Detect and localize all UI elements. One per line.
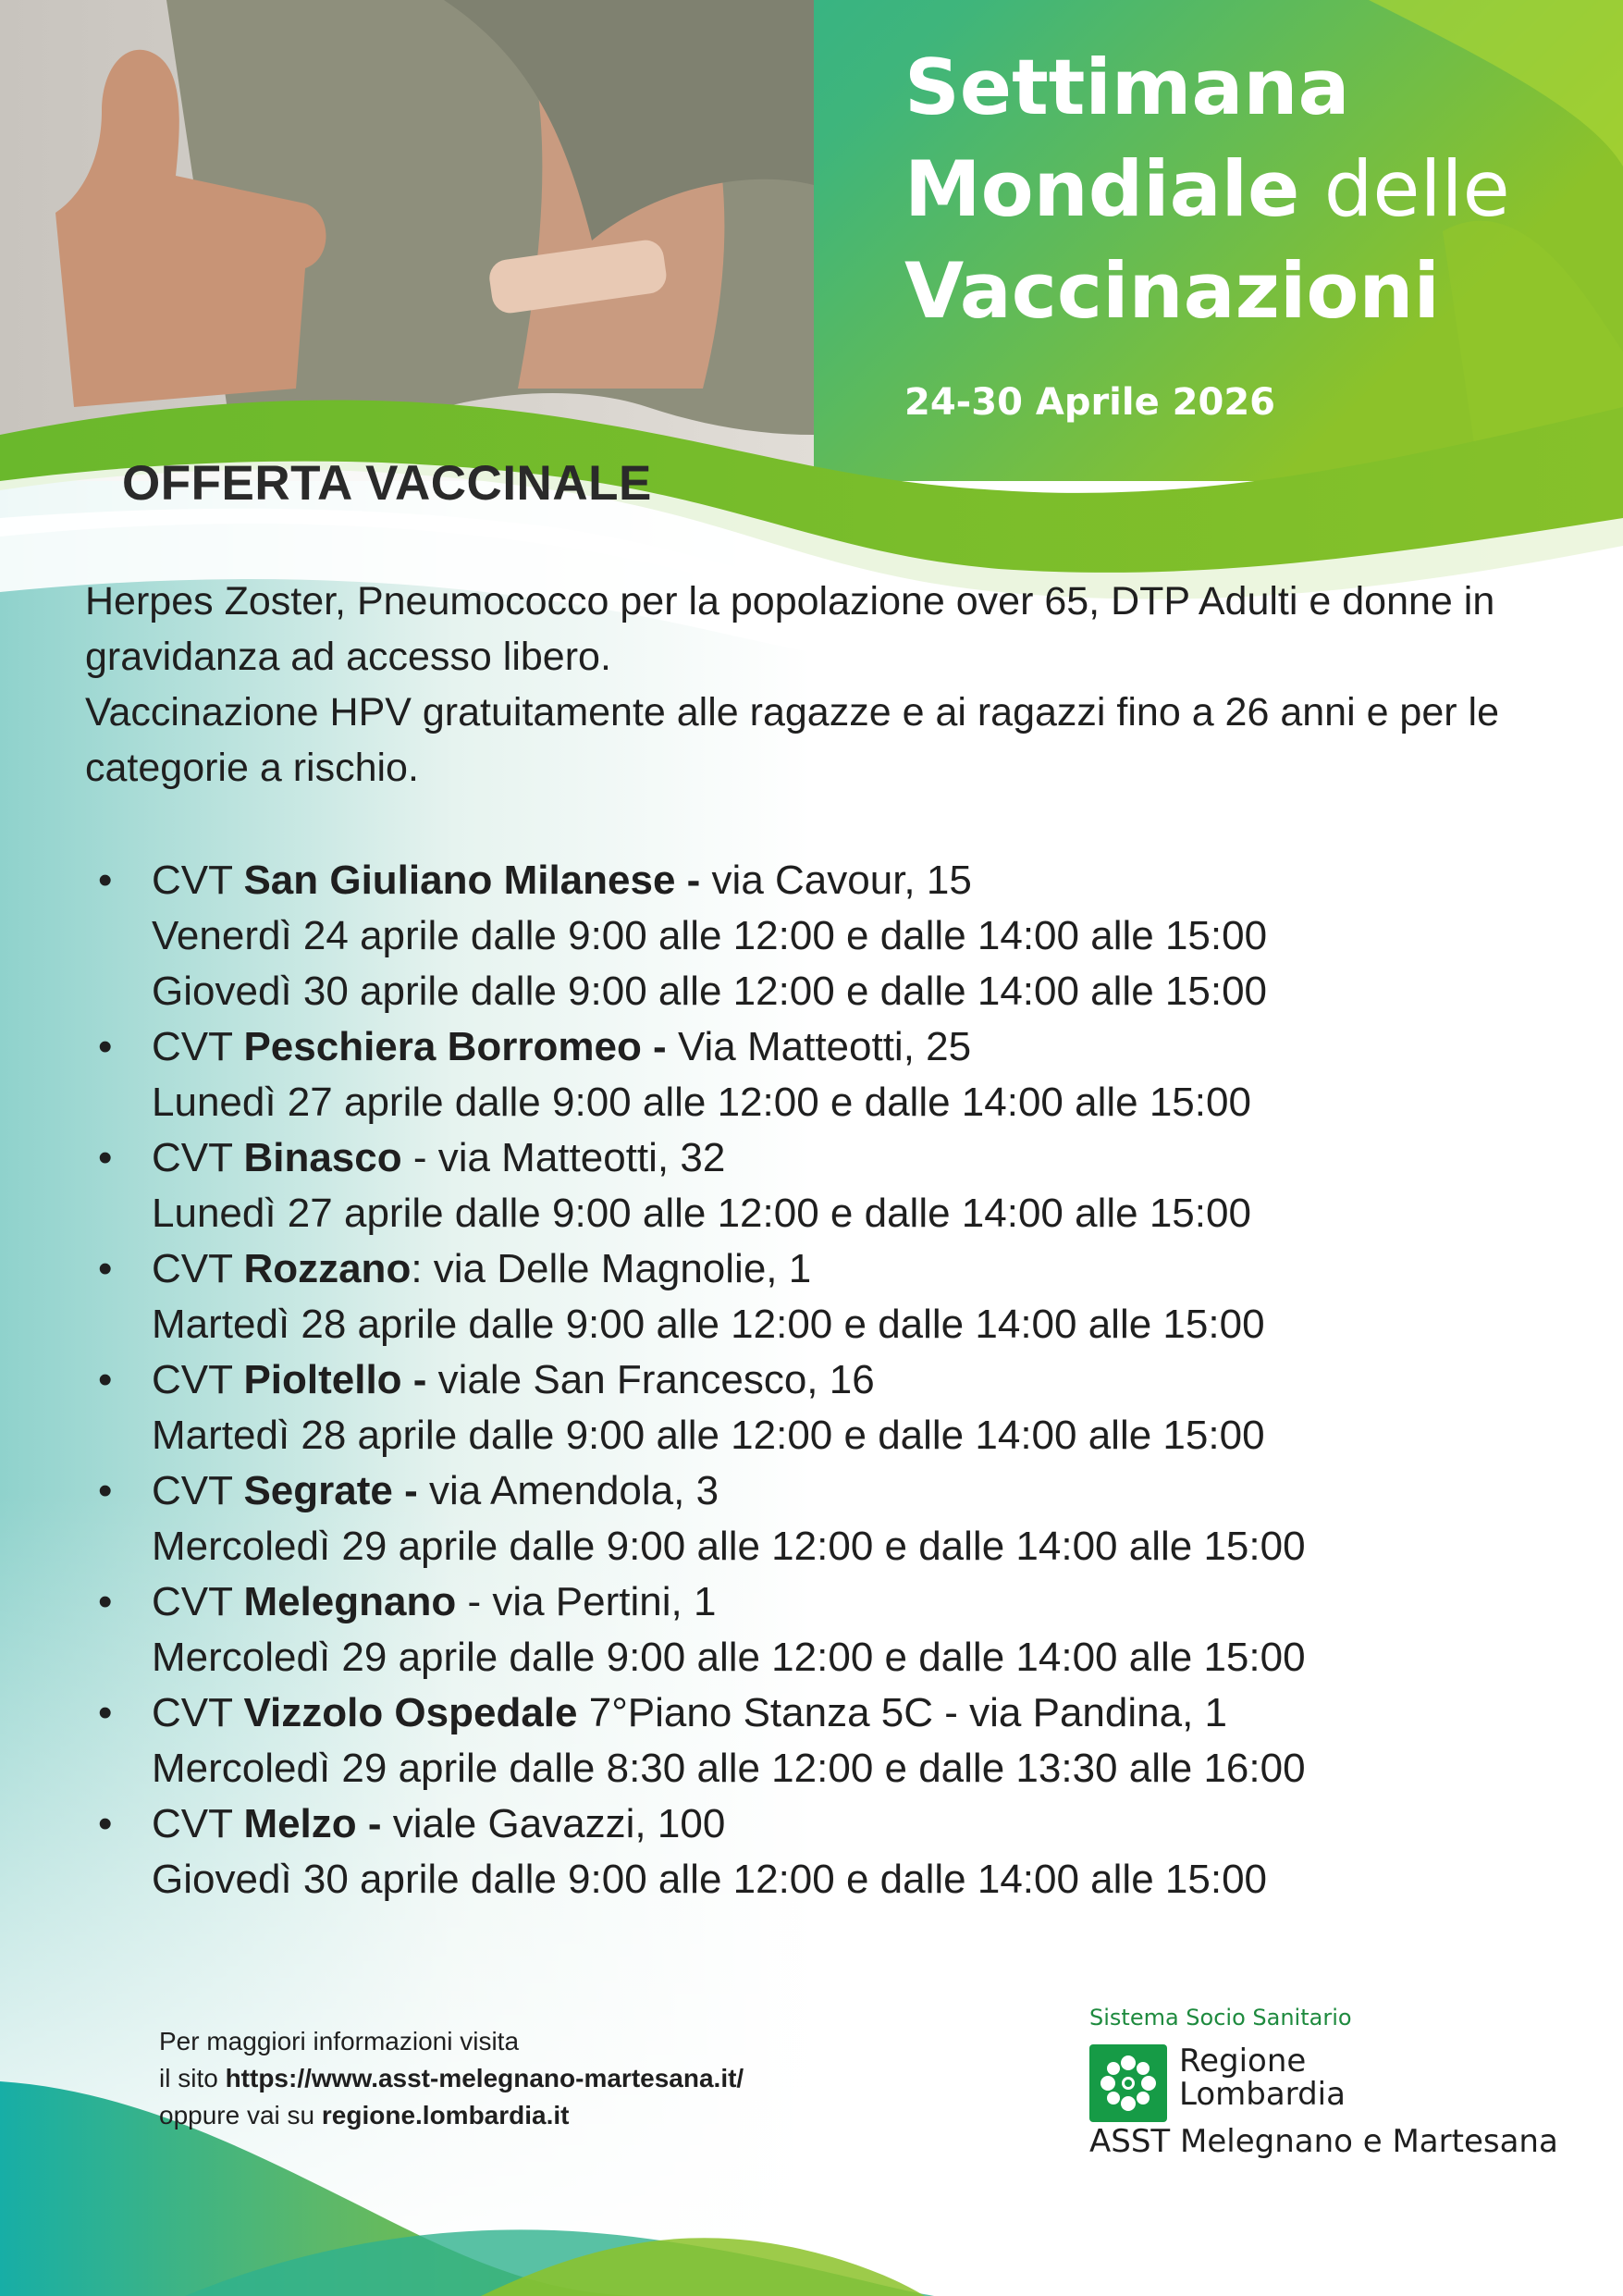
bullet-icon: • <box>98 1135 113 1180</box>
location-city: Melegnano <box>243 1579 457 1624</box>
bullet-icon: • <box>98 1690 113 1735</box>
system-label: Sistema Socio Sanitario <box>1089 2005 1352 2031</box>
footer-line-3 <box>159 2097 744 2134</box>
location-header <box>152 1463 1591 1519</box>
location-header <box>152 1019 1591 1075</box>
location-address: - via Pertini, 1 <box>456 1579 717 1624</box>
bullet-icon: • <box>98 1246 113 1291</box>
location-schedule: Giovedì 30 aprile dalle 9:00 alle 12:00 e dalle 14:00 alle 15:00 <box>152 969 1268 1014</box>
location-prefix: CVT <box>152 1357 244 1402</box>
location-header <box>152 1574 1591 1630</box>
title-line-3: Vaccinazioni <box>904 246 1440 336</box>
location-header <box>152 1130 1591 1186</box>
location-city: Binasco <box>243 1135 402 1180</box>
bullet-icon: • <box>98 1357 113 1402</box>
location-address: via Cavour, 15 <box>700 858 972 903</box>
location-address: : via Delle Magnolie, 1 <box>411 1246 812 1291</box>
location-prefix: CVT <box>152 858 244 903</box>
location-city: Segrate - <box>243 1468 418 1513</box>
location-schedule: Lunedì 27 aprile dalle 9:00 alle 12:00 e dalle 14:00 alle 15:00 <box>152 1191 1251 1236</box>
location-prefix: CVT <box>152 1690 244 1735</box>
offer-intro <box>85 574 1602 796</box>
footer-line-2 <box>159 2060 744 2097</box>
location-prefix: CVT <box>152 1246 244 1291</box>
location-city: Peschiera Borromeo - <box>243 1024 667 1069</box>
location-prefix: CVT <box>152 1024 244 1069</box>
footer-line-1: Per maggiori informazioni visita <box>159 2027 520 2055</box>
location-header <box>152 853 1591 908</box>
title-line-2-rest: delle <box>1323 144 1510 234</box>
region-line-2: Lombardia <box>1179 2076 1346 2113</box>
location-address: viale San Francesco, 16 <box>426 1357 875 1402</box>
bullet-icon: • <box>98 1468 113 1513</box>
location-schedule: Mercoledì 29 aprile dalle 9:00 alle 12:00 e dalle 14:00 alle 15:00 <box>152 1524 1306 1569</box>
location-schedule: Martedì 28 aprile dalle 9:00 alle 12:00 e dalle 14:00 alle 15:00 <box>152 1302 1265 1347</box>
intro-paragraph-2: Vaccinazione HPV gratuitamente alle ragazze e ai ragazzi fino a 26 anni e per le categorie a rischio. <box>85 690 1499 790</box>
asst-name: ASST Melegnano e Martesana <box>1089 2123 1558 2160</box>
location-schedule: Mercoledì 29 aprile dalle 8:30 alle 12:00 e dalle 13:30 alle 16:00 <box>152 1746 1306 1791</box>
bullet-icon: • <box>98 1801 113 1846</box>
location-prefix: CVT <box>152 1468 244 1513</box>
location-item <box>92 1463 1591 1574</box>
region-name <box>1179 2044 1346 2111</box>
location-item <box>92 1352 1591 1463</box>
footer-line-3-prefix: oppure vai su <box>159 2101 322 2129</box>
region-site-link[interactable]: regione.lombardia.it <box>321 2101 570 2129</box>
location-schedule: Lunedì 27 aprile dalle 9:00 alle 12:00 e dalle 14:00 alle 15:00 <box>152 1080 1251 1125</box>
location-city: Melzo - <box>243 1801 382 1846</box>
bullet-icon: • <box>98 1579 113 1624</box>
location-schedule: Mercoledì 29 aprile dalle 9:00 alle 12:00 e dalle 14:00 alle 15:00 <box>152 1635 1306 1680</box>
location-header <box>152 1352 1591 1408</box>
location-schedule: Giovedì 30 aprile dalle 9:00 alle 12:00 e dalle 14:00 alle 15:00 <box>152 1857 1268 1902</box>
location-city: Rozzano <box>243 1246 412 1291</box>
location-item <box>92 1796 1591 1907</box>
location-schedule: Martedì 28 aprile dalle 9:00 alle 12:00 e dalle 14:00 alle 15:00 <box>152 1413 1265 1458</box>
lombardia-rose-icon <box>1089 2044 1167 2122</box>
location-item <box>92 1241 1591 1352</box>
location-list <box>92 853 1591 1907</box>
location-item <box>92 1574 1591 1685</box>
location-address: Via Matteotti, 25 <box>666 1024 972 1069</box>
location-address: 7°Piano Stanza 5C - via Pandina, 1 <box>577 1690 1227 1735</box>
offer-heading: OFFERTA VACCINALE <box>122 456 652 511</box>
location-city: San Giuliano Milanese - <box>243 858 701 903</box>
location-schedule: Venerdì 24 aprile dalle 9:00 alle 12:00 e dalle 14:00 alle 15:00 <box>152 913 1268 958</box>
intro-paragraph-1: Herpes Zoster, Pneumococco per la popolazione over 65, DTP Adulti e donne in gravidanza ad accesso libero. <box>85 579 1495 679</box>
location-address: via Amendola, 3 <box>417 1468 719 1513</box>
location-address: viale Gavazzi, 100 <box>381 1801 726 1846</box>
location-item <box>92 1130 1591 1241</box>
location-header <box>152 1796 1591 1852</box>
event-dates: 24-30 Aprile 2026 <box>904 381 1275 424</box>
title-line-2-bold: Mondiale <box>904 144 1300 234</box>
main-title <box>904 37 1607 342</box>
location-item <box>92 1019 1591 1130</box>
location-prefix: CVT <box>152 1801 244 1846</box>
location-city: Vizzolo Ospedale <box>243 1690 578 1735</box>
bullet-icon: • <box>98 858 113 903</box>
title-line-1: Settimana <box>904 43 1350 132</box>
website-link[interactable]: https://www.asst-melegnano-martesana.it/ <box>225 2064 744 2092</box>
region-line-1: Regione <box>1179 2043 1307 2080</box>
location-header <box>152 1685 1591 1741</box>
location-address: - via Matteotti, 32 <box>401 1135 726 1180</box>
location-prefix: CVT <box>152 1579 244 1624</box>
location-item <box>92 1685 1591 1796</box>
footer-info <box>159 2023 744 2134</box>
bullet-icon: • <box>98 1024 113 1069</box>
location-item <box>92 853 1591 1019</box>
location-header <box>152 1241 1591 1297</box>
footer-line-2-prefix: il sito <box>159 2064 226 2092</box>
location-prefix: CVT <box>152 1135 244 1180</box>
location-city: Pioltello - <box>243 1357 427 1402</box>
